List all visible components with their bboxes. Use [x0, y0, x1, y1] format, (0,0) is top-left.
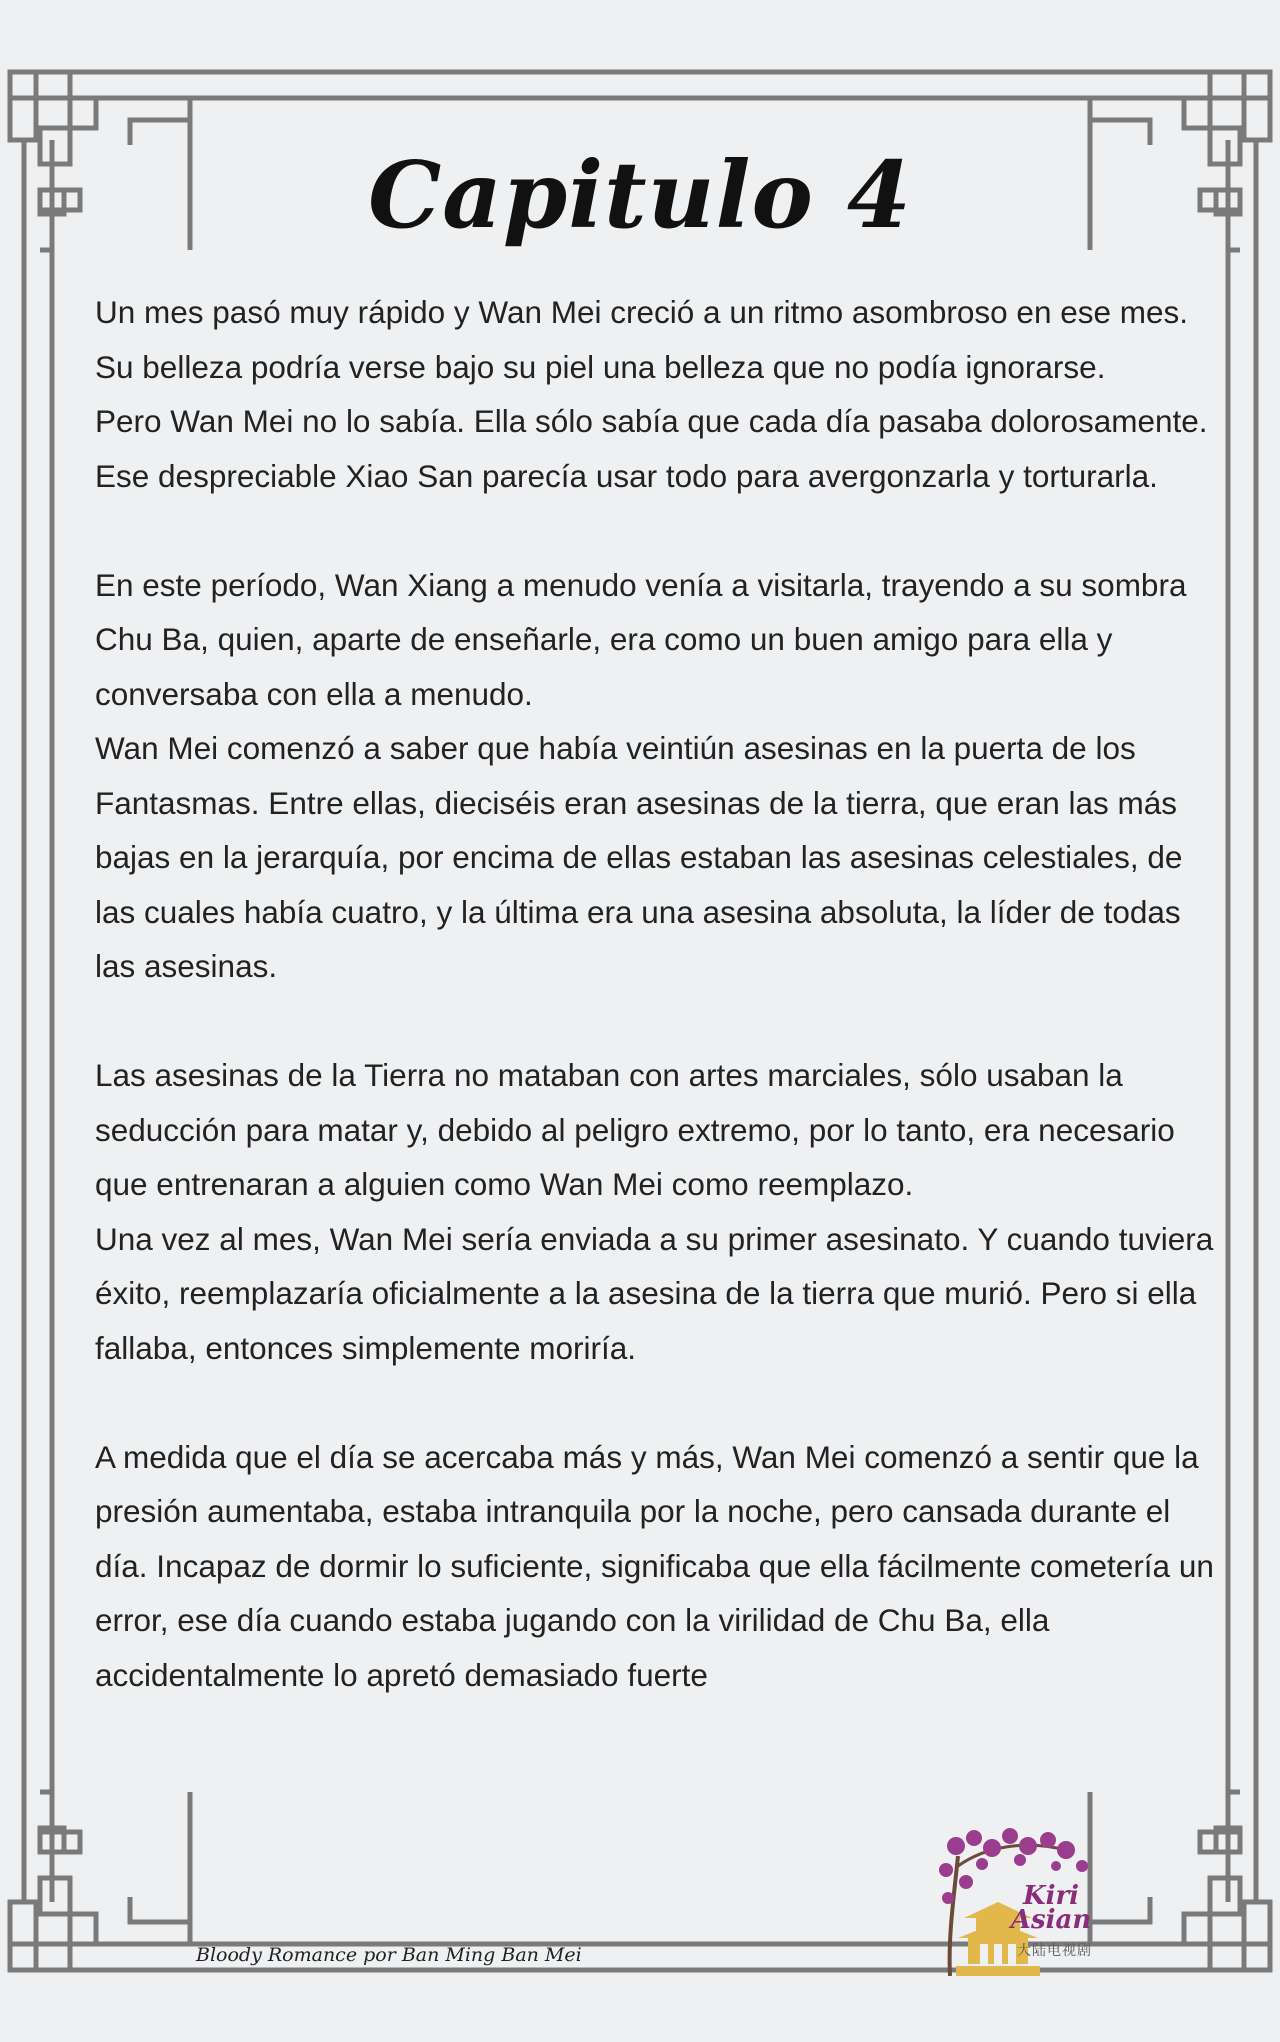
paragraph: Wan Mei comenzó a saber que había veintiún asesinas en la puerta de los Fantasmas. Entre ellas, dieciséis eran asesinas de la tierra, que eran las más bajas en la jerarquía, por encima de ellas estaban las asesinas celestiales, de las cuales había cuatro, y la última era una asesina absoluta, la líder de todas las asesinas. [95, 730, 1183, 984]
logo-subtitle: 大陆电视剧 [1017, 1942, 1092, 1958]
logo-brand: Kiri Asian [1010, 1881, 1092, 1935]
paragraph: Un mes pasó muy rápido y Wan Mei creció a un ritmo asombroso en ese mes. Su belleza podría verse bajo su piel una belleza que no podía ignorarse. [95, 294, 1189, 385]
kiri-asian-logo [936, 1826, 1096, 1982]
paragraph: Las asesinas de la Tierra no mataban con artes marciales, sólo usaban la seducción para matar y, debido al peligro extremo, por lo tanto, era necesario que entrenaran a alguien como Wan Mei como reemplazo. [95, 1057, 1175, 1202]
paragraph: Una vez al mes, Wan Mei sería enviada a su primer asesinato. Y cuando tuviera éxito, reemplazaría oficialmente a la asesina de la tierra que murió. Pero si ella fallaba, entonces simplemente moriría. [95, 1220, 1214, 1366]
chapter-body [95, 285, 1220, 1702]
paragraph: En este período, Wan Xiang a menudo venía a visitarla, trayendo a su sombra Chu Ba, quien, aparte de enseñarle, era como un buen amigo para ella y conversaba con ella a menudo. [95, 566, 1187, 712]
paragraph: A medida que el día se acercaba más y más, Wan Mei comenzó a sentir que la presión aumentaba, estaba intranquila por la noche, pero cansada durante el día. Incapaz de dormir lo suficiente, significaba que ella fácilmente cometería un error, ese día cuando estaba jugando con la virilidad de Chu Ba, ella accidentalmente lo apretó demasiado fuerte [95, 1438, 1214, 1693]
paragraph: Pero Wan Mei no lo sabía. Ella sólo sabía que cada día pasaba dolorosamente. Ese despreciable Xiao San parecía usar todo para avergonzarla y torturarla. [95, 403, 1208, 494]
chapter-title: Capitulo 4 [368, 141, 912, 249]
footer-credit: Bloody Romance por Ban Ming Ban Mei [196, 1944, 582, 1966]
